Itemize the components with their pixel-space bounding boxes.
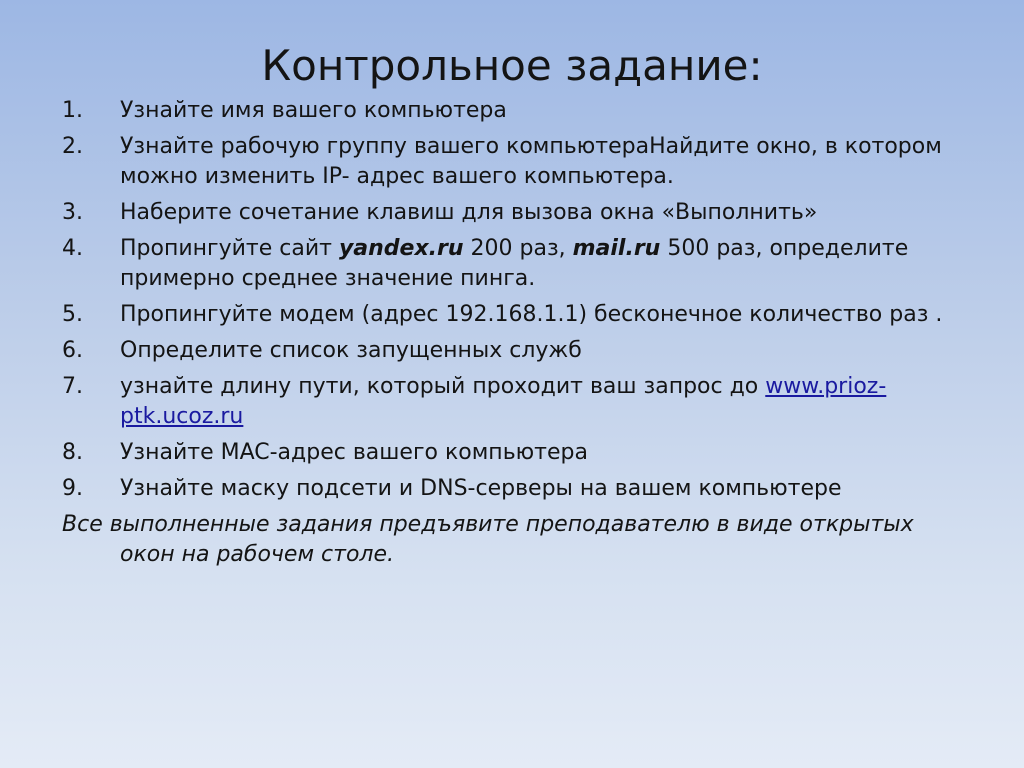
task-item-8 — [62, 438, 962, 468]
task-text — [120, 236, 908, 291]
task-item-4 — [62, 234, 962, 294]
task-item-5 — [62, 300, 962, 330]
task-text: Узнайте рабочую группу вашего компьютераНайдите окно, в котором можно изменить IP- адрес вашего компьютера. — [120, 134, 942, 189]
task-item-1 — [62, 96, 962, 126]
task-item-6 — [62, 336, 962, 366]
task-list — [62, 96, 962, 570]
task-text — [120, 374, 886, 429]
site-mail: mail.ru — [572, 236, 661, 261]
task-item-3 — [62, 198, 962, 228]
task-item-7 — [62, 372, 962, 432]
task-text: Узнайте маску подсети и DNS-серверы на вашем компьютере — [120, 476, 842, 501]
task-item-9 — [62, 474, 962, 504]
task-number: 4. — [62, 236, 83, 261]
task-text: Узнайте MAC-адрес вашего компьютера — [120, 440, 588, 465]
task-text-pre: Пропингуйте сайт — [120, 236, 339, 261]
site-yandex: yandex.ru — [338, 236, 464, 261]
task-number: 5. — [62, 302, 83, 327]
task-text-pre: узнайте длину пути, который проходит ваш запрос до — [120, 374, 766, 399]
task-number: 7. — [62, 374, 83, 399]
task-number: 2. — [62, 134, 83, 159]
task-text: Определите список запущенных служб — [120, 338, 582, 363]
task-number: 6. — [62, 338, 83, 363]
task-item-2 — [62, 132, 962, 192]
task-number: 1. — [62, 98, 83, 123]
slide-title: Контрольное задание: — [261, 41, 763, 90]
task-number: 9. — [62, 476, 83, 501]
task-number: 3. — [62, 200, 83, 225]
task-text: Пропингуйте модем (адрес 192.168.1.1) бесконечное количество раз . — [120, 302, 943, 327]
site-link[interactable]: www.prioz-ptk.ucoz.ru — [120, 374, 887, 429]
task-number: 8. — [62, 440, 83, 465]
task-text-mid: 200 раз, — [463, 236, 573, 261]
task-text: Наберите сочетание клавиш для вызова окна «Выполнить» — [120, 200, 818, 225]
footer-note: Все выполненные задания предъявите преподавателю в виде открытых окон на рабочем столе. — [62, 512, 914, 567]
task-text-post: 500 раз, определите примерно среднее значение пинга. — [120, 236, 909, 291]
task-text: Узнайте имя вашего компьютера — [120, 98, 507, 123]
